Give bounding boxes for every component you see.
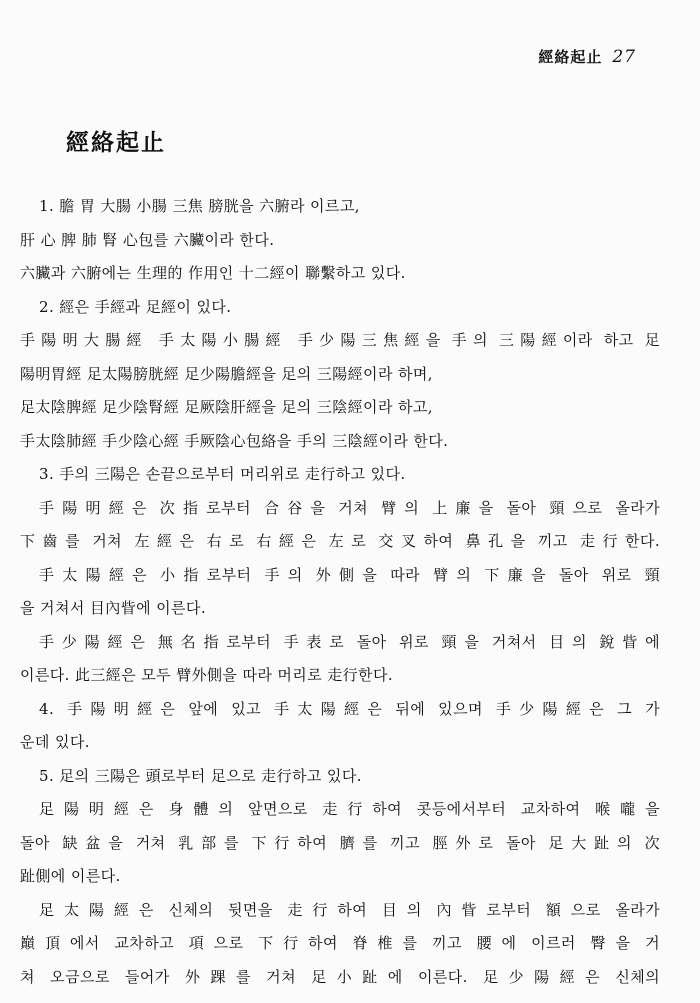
text-line: 1. 膽 胃 大腸 小腸 三焦 膀胱을 六腑라 이르고, — [39, 197, 360, 215]
text-line: 4. 手陽明經은 앞에 있고 手太陽經은 뒤에 있으며 手少陽經은 그 가 — [39, 699, 660, 718]
text-line: 手太陽經은 小指로부터 手의 外側을 따라 臂의 下廉을 돌아 위로 頸 — [39, 565, 660, 584]
page-number: 27 — [612, 47, 636, 67]
running-title: 經絡起止 — [538, 48, 603, 66]
text-line: 巔頂에서 교차하고 項으로 下行하여 脊椎를 끼고 腰에 이르러 臀을 거 — [20, 934, 660, 952]
text-line: 2. 經은 手經과 足經이 있다. — [39, 297, 232, 316]
chapter-title: 經絡起止 — [66, 129, 166, 156]
text-line: 이른다. 此三經은 모두 臂外側을 따라 머리로 走行한다. — [20, 666, 394, 684]
text-line: 肝 心 脾 肺 腎 心包를 六臟이라 한다. — [20, 230, 275, 249]
text-line: 을 거쳐서 目內眥에 이른다. — [20, 599, 206, 617]
text-line: 돌아 缺盆을 거쳐 乳部를 下行하여 臍를 끼고 脛外로 돌아 足大趾의 次 — [20, 833, 660, 852]
text-line: 쳐 오금으로 들어가 外踝를 거쳐 足小趾에 이른다. 足少陽經은 신체의 — [20, 967, 660, 986]
running-header — [538, 46, 636, 67]
text-line: 六臟과 六腑에는 生理的 作用인 十二經이 聯繫하고 있다. — [20, 264, 406, 282]
text-line: 手太陰肺經 手少陰心經 手厥陰心包絡을 手의 三陰經이라 한다. — [20, 431, 449, 450]
text-line: 手陽明大腸經 手太陽小腸經 手少陽三焦經을 手의 三陽經이라 하고 足 — [20, 331, 660, 349]
text-line: 足太陰脾經 足少陰腎經 足厥陰肝經을 足의 三陰經이라 하고, — [20, 398, 433, 416]
text-line: 足太陽經은 신체의 뒷면을 走行하여 目의 內眥로부터 額으로 올라가 — [39, 900, 660, 919]
text-line: 下齒를 거쳐 左經은 右로 右經은 左로 交叉하여 鼻孔을 끼고 走行한다. — [20, 532, 660, 550]
text-line: 陽明胃經 足太陽膀胱經 足少陽膽經을 足의 三陽經이라 하며, — [20, 364, 433, 383]
text-line: 3. 手의 三陽은 손끝으로부터 머리위로 走行하고 있다. — [39, 465, 406, 483]
text-line: 手陽明經은 次指로부터 合谷을 거쳐 臂의 上廉을 돌아 頸으로 올라가 — [39, 498, 660, 517]
text-line: 足陽明經은 身體의 앞면으로 走行하여 콧등에서부터 교차하여 喉嚨을 — [39, 800, 660, 818]
text-line: 手少陽經은 無名指로부터 手表로 돌아 위로 頸을 거쳐서 目의 銳眥에 — [39, 632, 660, 651]
text-line: 趾側에 이른다. — [20, 867, 121, 885]
text-line: 운데 있다. — [20, 733, 90, 751]
body-text — [20, 190, 660, 994]
text-line: 5. 足의 三陽은 頭로부터 足으로 走行하고 있다. — [39, 766, 362, 785]
